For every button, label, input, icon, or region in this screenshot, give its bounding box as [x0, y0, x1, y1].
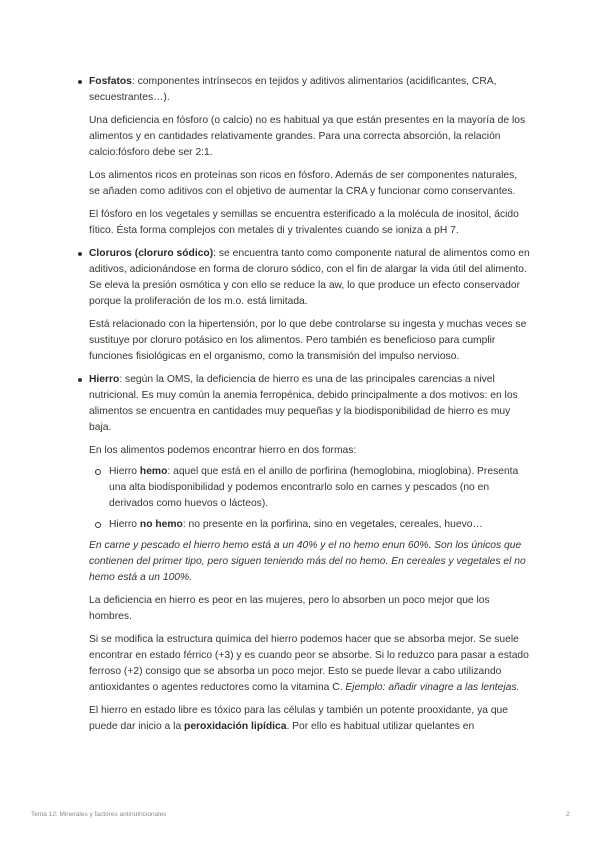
hierro-no-hemo-item — [109, 517, 530, 533]
hierro-paragraph-1: En los alimentos podemos encontrar hierro en dos formas: — [89, 445, 357, 456]
bullet-icon — [78, 378, 82, 382]
hierro-paragraph-3 — [89, 632, 530, 696]
p4-term: peroxidación lipídica — [184, 721, 287, 732]
no-hemo-term: no hemo — [139, 519, 183, 530]
bullet-hierro — [75, 372, 530, 459]
no-hemo-text: : no presente en la porfirina, sino en vegetales, cereales, huevo… — [182, 519, 483, 530]
hemo-text: : aquel que está en el anillo de porfirina (hemoglobina, mioglobina). Presenta una alta biodisponibilidad y podemos encontrarlo solo en carnes y pescados (no en derivados como huevos o lácteos). — [109, 466, 519, 509]
sub-bullet-icon — [95, 469, 101, 475]
footer-title: Tema 12: Minerales y factores antinutricionales — [31, 811, 167, 818]
hierro-intro-text: : según la OMS, la deficiencia de hierro es una de las principales carencias a nivel nutricional. Es muy común la anemia ferropénica, debido principalmente a dos motivos: en los alimentos se encuentra en cantidades muy pequeñas y la biodisponibilidad de hierro es muy baja. — [89, 374, 518, 433]
hierro-paragraph-4 — [89, 703, 530, 735]
bullet-cloruros — [75, 246, 530, 365]
bullet-fosfatos — [75, 74, 530, 239]
cloruros-intro-text: : se encuentra tanto como componente natural de alimentos como en aditivos, adicionándose en forma de cloruro sódico, con el fin de alargar la vida útil del alimento. Se eleva la presión osmótica y con ello se reduce la aw, lo que produce un efecto conservador porque la proliferación de los m.o. está limitada. — [89, 248, 530, 307]
cloruros-term: Cloruros (cloruro sódico) — [89, 248, 214, 259]
p3-main-text: Si se modifica la estructura química del hierro podemos hacer que se absorba mejor. Se suele encontrar en estado férrico (+3) y es cuando peor se absorbe. Si lo reduzco para pasar a estado ferroso (+2) consigo que se absorba un poco mejor. Esto se puede llevar a cabo utilizando antioxidantes o agentes reductores como la vitamina C. — [89, 634, 529, 693]
sub-bullet-icon — [95, 522, 101, 528]
fosfatos-intro-text: : componentes intrínsecos en tejidos y aditivos alimentarios (acidificantes, CRA, secuestrantes…). — [89, 76, 497, 103]
bullet-icon — [78, 80, 82, 84]
p3-example: Ejemplo: añadir vinagre a las lentejas. — [345, 682, 520, 693]
fosfatos-paragraph-3: El fósforo en los vegetales y semillas se encuentra esterificado a la molécula de inositol, ácido fítico. Ésta forma complejos con metales di y trivalentes cuando se ioniza a pH 7. — [89, 209, 519, 236]
sub-bullet-hemo — [75, 464, 530, 512]
sub-bullet-no-hemo — [75, 517, 530, 533]
hemo-prefix: Hierro — [109, 466, 140, 477]
hemo-term: hemo — [139, 466, 168, 477]
hierro-italic-note — [89, 538, 530, 586]
italic-note-text: En carne y pescado el hierro hemo está a un 40% y el no hemo enun 60%. Son los únicos que contienen del primer tipo, pero siguen teniendo más del no hemo. En cereales y vegetales el no hemo está a un 100%. — [89, 540, 526, 583]
p4-post-text: . Por ello es habitual utilizar quelantes en — [286, 721, 475, 732]
fosfatos-intro — [89, 74, 530, 106]
cloruros-paragraph-1: Está relacionado con la hipertensión, por lo que debe controlarse su ingesta y muchas veces se sustituye por cloruro potásico en los alimentos. Pero también es beneficioso para cumplir funciones fisiológicas en el organismo, como la transmisión del impulso nervioso. — [89, 319, 527, 362]
hierro-paragraph-2: La deficiencia en hierro es peor en las mujeres, pero lo absorben un poco mejor que los hombres. — [89, 595, 490, 622]
p4-pre-text: El hierro en estado libre es tóxico para las células y también un potente prooxidante, ya que puede dar inicio a la — [89, 705, 508, 732]
fosfatos-paragraph-2: Los alimentos ricos en proteínas son ricos en fósforo. Además de ser componentes naturales, se añaden como aditivos con el objetivo de aumentar la CRA y funcionar como conservantes. — [89, 170, 518, 197]
cloruros-intro — [89, 246, 530, 310]
fosfatos-term: Fosfatos — [89, 76, 132, 87]
page-number: 2 — [566, 811, 570, 818]
hierro-continued — [75, 538, 530, 735]
no-hemo-prefix: Hierro — [109, 519, 140, 530]
hierro-intro — [89, 372, 530, 436]
page-content — [75, 74, 530, 735]
hierro-hemo-item — [109, 464, 530, 512]
bullet-icon — [78, 252, 82, 256]
hierro-term: Hierro — [89, 374, 120, 385]
fosfatos-paragraph-1: Una deficiencia en fósforo (o calcio) no es habitual ya que están presentes en la mayoría de los alimentos y en cantidades relativamente grandes. Para una correcta absorción, la relación calcio:fósforo debe ser 2:1. — [89, 115, 526, 158]
